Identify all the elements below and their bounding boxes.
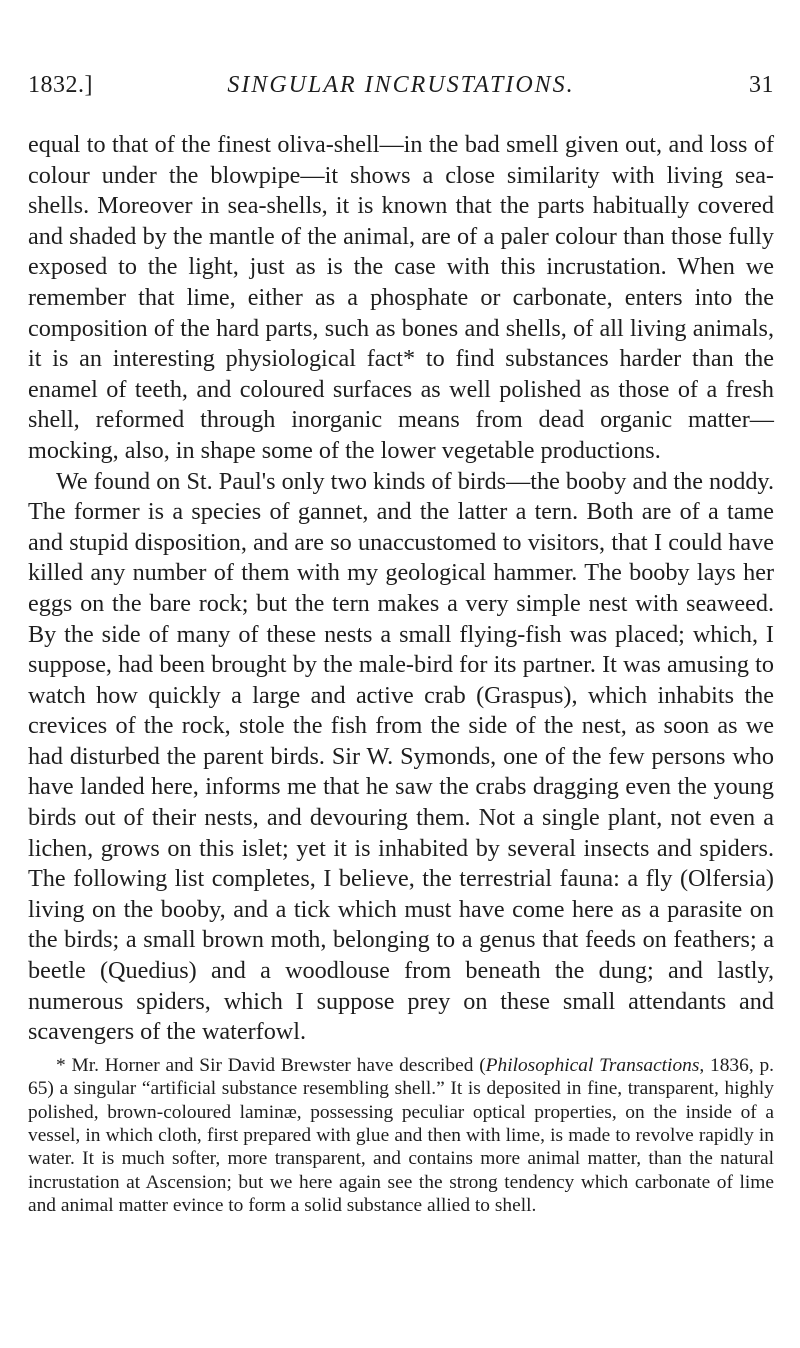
running-header <box>28 58 774 102</box>
header-year: 1832.] <box>28 72 93 98</box>
paragraph-2: We found on St. Paul's only two kinds of birds—the booby and the noddy. The former is a species of gannet, and the latter a tern. Both are of a tame and stupid disposition, and are so unaccustomed to visitors, that I could have killed any number of them with my geological hammer. The booby lays her eggs on the bare rock; but the tern makes a very simple nest with seaweed. By the side of many of these nests a small flying-fish was placed; which, I suppose, had been brought by the male-bird for its partner. It was amusing to watch how quickly a large and active crab (Graspus), which inhabits the crevices of the rock, stole the fish from the side of the nest, as soon as we had disturbed the parent birds. Sir W. Symonds, one of the few persons who have landed here, informs me that he saw the crabs dragging even the young birds out of their nests, and devouring them. Not a single plant, not even a lichen, grows on this islet; yet it is inhabited by several insects and spiders. The following list completes, I believe, the terrestrial fauna: a fly (Olfersia) living on the booby, and a tick which must have come here as a parasite on the birds; a small brown moth, belonging to a genus that feeds on feathers; a beetle (Quedius) and a woodlouse from beneath the dung; and lastly, numerous spiders, which I suppose prey on these small attendants and scavengers of the waterfowl. <box>28 467 774 1046</box>
paragraph-1: equal to that of the finest oliva-shell—in the bad smell given out, and loss of colour under the blowpipe—it shows a close similarity with living sea-shells. Moreover in sea-shells, it is known that the parts habitually covered and shaded by the mantle of the animal, are of a paler colour than those fully exposed to the light, just as is the case with this incrustation. When we remember that lime, either as a phosphate or carbonate, enters into the composition of the hard parts, such as bones and shells, of all living animals, it is an interesting physiological fact* to find substances harder than the enamel of teeth, and coloured surfaces as well polished as those of a fresh shell, reformed through inorganic means from dead organic matter—mocking, also, in shape some of the lower vegetable productions. <box>28 131 774 464</box>
book-page <box>28 58 774 1218</box>
page-number: 31 <box>749 72 774 98</box>
header-title: SINGULAR INCRUSTATIONS. <box>227 72 575 98</box>
body-text <box>28 130 774 1048</box>
footnote-rest: , 1836, p. 65) a singular “artificial substance resembling shell.” It is deposited in fine, transparent, highly polished, brown-coloured laminæ, possessing peculiar optical properties, on the inside of a vessel, in which cloth, first prepared with glue and then with lime, is made to revolve rapidly in water. It is much softer, more transparent, and contains more animal matter, than the natural incrustation at Ascension; but we here again see the strong tendency which carbonate of lime and animal matter evince to form a solid substance allied to shell. <box>28 1054 775 1217</box>
footnote <box>28 1054 774 1218</box>
footnote-journal: Philosophical Transactions <box>485 1054 700 1076</box>
footnote-lead: Mr. Horner and Sir David Brewster have described ( <box>65 1054 486 1076</box>
footnote-marker: * <box>56 1054 66 1076</box>
